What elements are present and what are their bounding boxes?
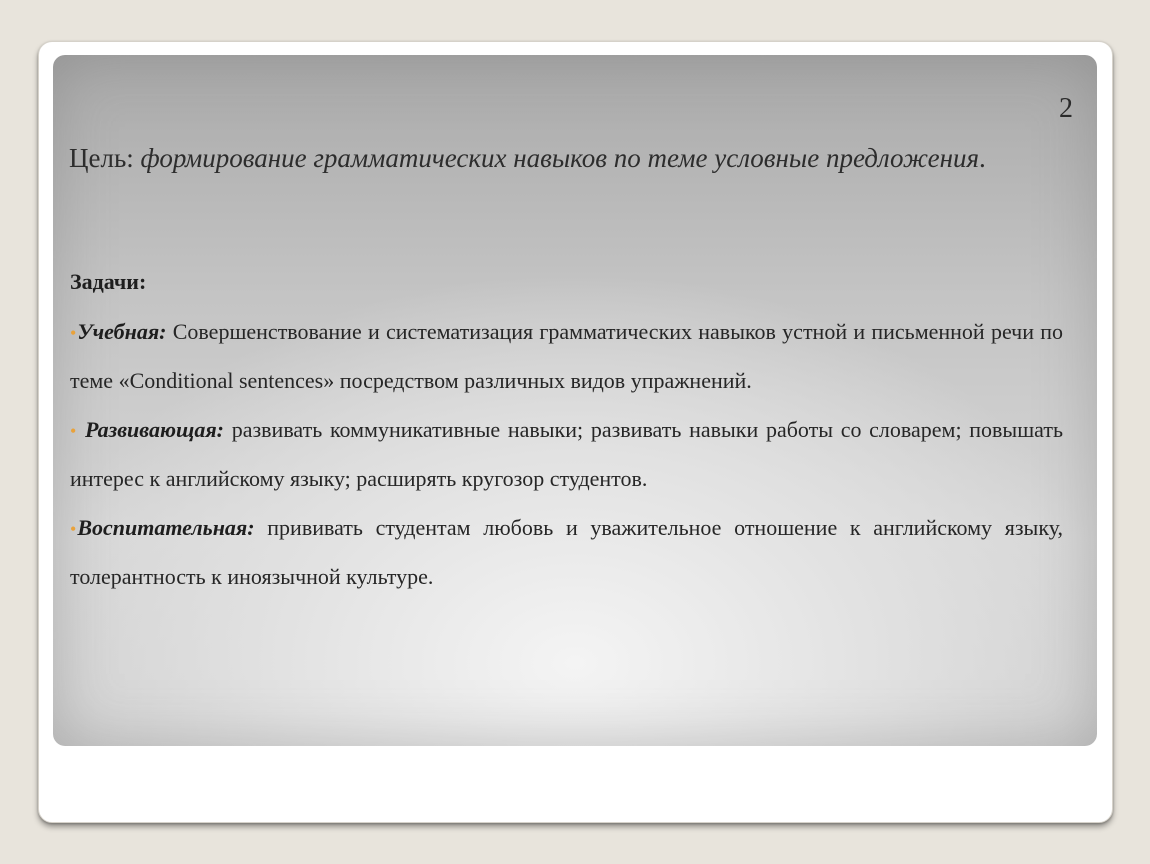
task-item-educational [70, 308, 1063, 404]
task-label: Развивающая: [85, 417, 224, 442]
task-text: Совершенствование и систематизация грамматических навыков устной и письменной речи по теме «Conditional sentences» посредством различных видов упражнений. [70, 319, 1064, 393]
goal-text: формирование грамматических навыков по теме условные предложения [140, 143, 980, 173]
goal-end: . [979, 143, 986, 173]
bullet-icon: • [70, 323, 77, 343]
task-item-developmental [70, 406, 1063, 502]
goal-label: Цель: [69, 143, 134, 173]
slide-content-panel [53, 55, 1097, 746]
bullet-icon: • [70, 421, 77, 441]
slide-number: 2 [1059, 93, 1073, 124]
bullet-icon: • [70, 519, 77, 539]
task-text: развивать коммуникативные навыки; развивать навыки работы со словарем; повышать интерес к английскому языку; расширять кругозор студентов. [70, 417, 1064, 491]
task-text: прививать студентам любовь и уважительное отношение к английскому языку, толерантность к иноязычной культуре. [70, 515, 1063, 589]
goal-statement [69, 139, 1049, 178]
task-label: Воспитательная: [77, 515, 255, 540]
task-label: Учебная: [77, 319, 167, 344]
tasks-list [70, 308, 1063, 602]
task-item-upbringing [70, 504, 1063, 600]
tasks-heading: Задачи: [70, 269, 147, 294]
